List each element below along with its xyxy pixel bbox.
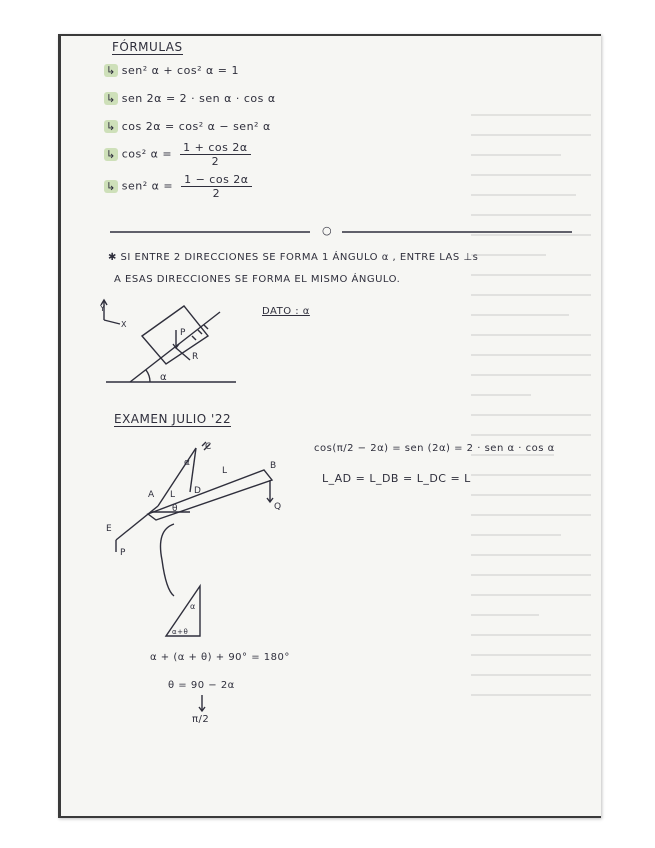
triangle-alpha: α [190,602,196,611]
formula-equals: = [165,92,176,105]
divider-circle: ○ [322,224,333,237]
label-e: E [106,524,113,534]
formula-row [104,173,252,200]
formula-fraction [181,173,251,200]
formula-row [104,141,251,168]
formula-row [104,120,271,133]
exam-title: EXAMEN JULIO '22 [114,412,232,426]
label-l-lower: L [170,490,176,500]
label-b: B [270,461,277,471]
force-p-label: P [180,328,186,338]
theorem-line-2: A ESAS DIRECCIONES SE FORMA EL MISMO ÁNGULO. [114,274,401,285]
angle-arc [146,370,150,382]
formula-equals: = [162,147,173,161]
label-p: P [120,548,126,558]
formula-arrow: ↳ [106,64,116,77]
formula-lhs: cos 2α [121,120,161,133]
formula-arrow: ↳ [106,147,116,161]
fraction-numerator: 1 + cos 2α [180,141,250,155]
dato-label: DATO : α [262,306,310,317]
formula-row [104,64,239,77]
section-divider [110,226,580,238]
triangle-angle: α+θ [172,628,189,636]
formula-rhs: cos² α − sen² α [178,120,271,133]
fraction-denominator: 2 [212,187,221,200]
formula-arrow: ↳ [106,92,116,105]
force-r-label: R [192,352,199,362]
formula-rhs: 2 · sen α · cos α [179,92,276,105]
formula-fraction [180,141,250,168]
step-2: θ = 90 − 2α [168,680,235,691]
label-alpha: α [184,458,191,468]
fraction-numerator: 1 − cos 2α [181,173,251,187]
formula-arrow: ↳ [106,179,116,193]
formula-lhs: cos² α [121,147,159,161]
formula-equals: = [163,179,174,193]
formula-lhs: sen² α + cos² α [121,64,214,77]
theorem-line-1: ✱ SI ENTRE 2 DIRECCIONES SE FORMA 1 ÁNGULO α , ENTRE LAS ⊥s [108,252,479,263]
incline-angle-label: α [160,372,168,383]
formula-rhs: 1 [231,64,239,77]
axis-x-label: X [121,320,127,329]
label-d: D [194,486,202,496]
exam-equation-1: cos(π/2 − 2α) = sen (2α) = 2 · sen α · cos α [314,443,555,454]
formulas-title: FÓRMULAS [112,40,183,54]
label-q: Q [274,502,282,512]
label-c: C [205,442,212,452]
bleed-through-text [451,96,601,746]
label-l-upper: L [222,466,228,476]
label-theta: θ [172,504,179,514]
step-3: π/2 [192,714,210,725]
fraction-denominator: 2 [211,155,220,168]
exam-equation-2: L_AD = L_DB = L_DC = L [322,472,471,485]
formula-lhs: sen² α [121,179,160,193]
x-axis-arrow [104,320,120,324]
formula-equals: = [217,64,228,77]
formula-equals: = [164,120,175,133]
formula-row [104,92,276,105]
label-a: A [148,490,155,500]
formula-arrow: ↳ [106,120,116,133]
step-1: α + (α + θ) + 90° = 180° [150,652,290,663]
axis-y-label: Y [100,304,106,313]
formula-lhs: sen 2α [121,92,162,105]
implies-arrow [196,695,208,715]
